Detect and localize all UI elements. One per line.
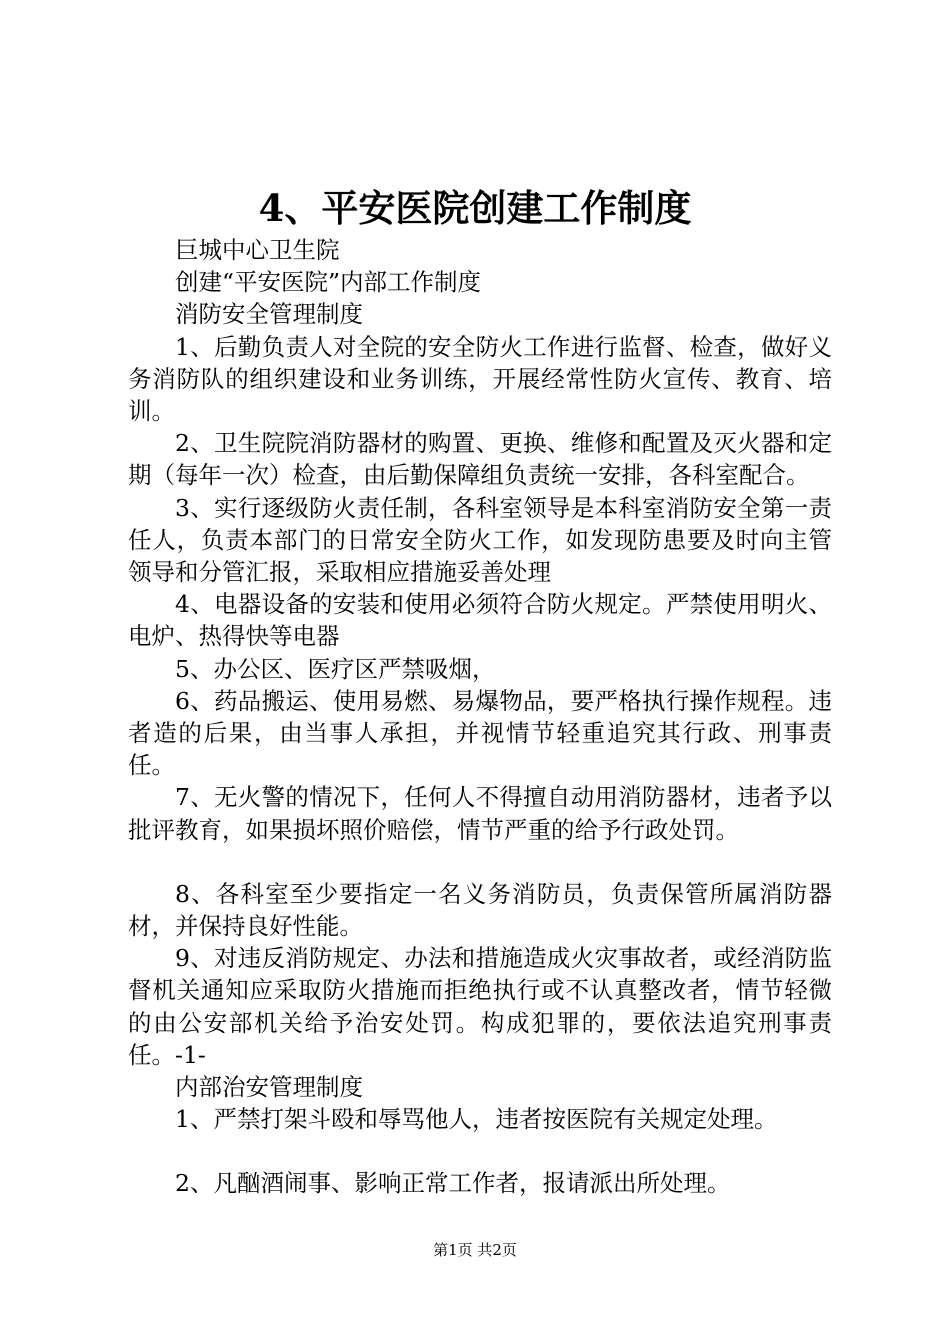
document-subtitle: 创建“平安医院”内部工作制度	[175, 268, 482, 297]
paragraph: 2、凡酗酒闹事、影响正常工作者，报请派出所处理。	[175, 1169, 731, 1198]
paragraph-spacer	[128, 1135, 832, 1167]
paragraph: 2、卫生院院消防器材的购置、更换、维修和配置及灭火器和定期（每年一次）检查，由后勤保障组负责统一安排，各科室配合。	[128, 429, 832, 490]
paragraph: 3、实行逐级防火责任制，各科室领导是本科室消防安全第一责任人，负责本部门的日常安全防火工作，如发现防患要及时向主管领导和分管汇报，采取相应措施妥善处理	[128, 493, 832, 587]
document-title: 4、平安医院创建工作制度	[258, 186, 692, 230]
paragraph: 6、药品搬运、使用易燃、易爆物品，要严格执行操作规程。违者造的后果，由当事人承担，并视情节轻重追究其行政、刑事责任。	[128, 686, 832, 780]
document-body	[128, 234, 832, 1200]
section-heading-security: 内部治安管理制度	[175, 1073, 363, 1102]
paragraph: 7、无火警的情况下，任何人不得擅自动用消防器材，违者予以批评教育，如果损坏照价赔偿，情节严重的给予行政处罚。	[128, 783, 832, 844]
paragraph: 4、电器设备的安装和使用必须符合防火规定。严禁使用明火、电炉、热得快等电器	[128, 590, 832, 651]
paragraph: 1、严禁打架斗殴和辱骂他人，违者按医院有关规定处理。	[175, 1105, 778, 1134]
paragraph: 8、各科室至少要指定一名义务消防员，负责保管所属消防器材，并保持良好性能。	[128, 879, 832, 941]
section-heading-fire-safety: 消防安全管理制度	[175, 300, 363, 329]
paragraph: 5、办公区、医疗区严禁吸烟，	[175, 654, 496, 683]
hospital-name: 巨城中心卫生院	[175, 236, 340, 264]
page-footer: 第1页 共2页	[433, 1241, 517, 1259]
paragraph: 1、后勤负责人对全院的安全防火工作进行监督、检查，做好义务消防队的组织建设和业务训练，开展经常性防火宣传、教育、培训。	[128, 332, 832, 426]
paragraph-spacer	[128, 846, 832, 878]
paragraph: 9、对违反消防规定、办法和措施造成火灾事故者，或经消防监督机关通知应采取防火措施而拒绝执行或不认真整改者，情节轻微的由公安部机关给予治安处罚。构成犯罪的，要依法追究刑事责任。-1-	[128, 944, 832, 1069]
